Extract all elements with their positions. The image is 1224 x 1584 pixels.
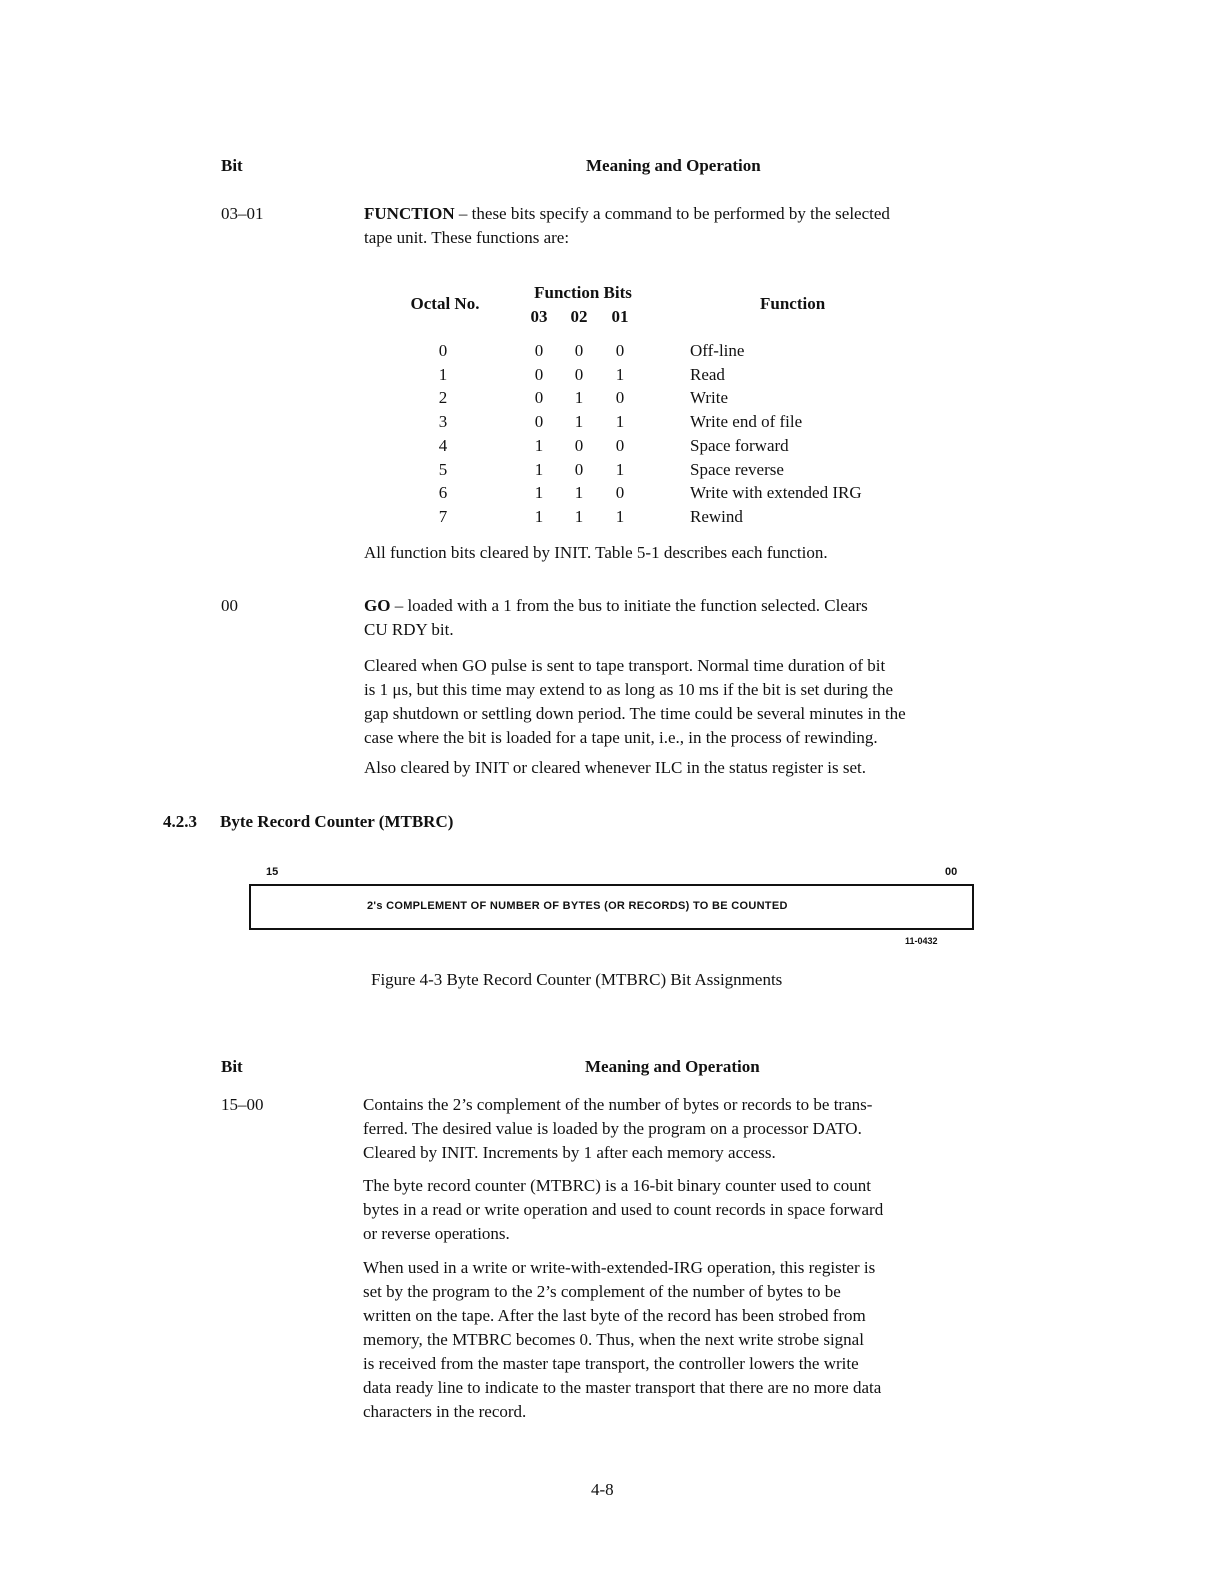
page-number: 4-8 [591, 1480, 614, 1499]
bit-column-header: Bit [221, 156, 243, 175]
bit03-value: 1 [534, 507, 544, 526]
register-bit-15-label: 15 [266, 866, 279, 878]
bit01-value: 1 [615, 507, 625, 526]
function-bit-range: 03–01 [221, 204, 264, 223]
bit03-value: 1 [534, 436, 544, 455]
bit02-header: 02 [570, 307, 588, 326]
go-description-line2: CU RDY bit. [364, 620, 454, 639]
bit01-value: 0 [615, 341, 625, 360]
octal-value: 0 [438, 341, 448, 360]
function-name: Off-line [690, 341, 745, 360]
register-field-label: 2's COMPLEMENT OF NUMBER OF BYTES (OR RECORDS) TO BE COUNTED [367, 900, 788, 912]
function-name: Write end of file [690, 412, 803, 431]
meaning-column-header: Meaning and Operation [586, 156, 761, 175]
function-column-header: Function [760, 294, 826, 313]
bit02-value: 1 [574, 483, 584, 502]
bit01-value: 1 [615, 365, 625, 384]
section-title: Byte Record Counter (MTBRC) [220, 812, 454, 831]
bit02-value: 0 [574, 365, 584, 384]
go-title: GO [364, 596, 391, 615]
octal-value: 7 [438, 507, 448, 526]
bit01-value: 0 [615, 388, 625, 407]
octal-value: 5 [438, 460, 448, 479]
bit03-value: 0 [534, 412, 544, 431]
bit02-value: 0 [574, 460, 584, 479]
go-bit-number: 00 [221, 596, 238, 615]
meaning-column-header-2: Meaning and Operation [585, 1057, 760, 1076]
bit02-value: 0 [574, 436, 584, 455]
function-text: these bits specify a command to be performed by the selected [471, 204, 890, 223]
bit03-value: 0 [534, 388, 544, 407]
bit01-value: 1 [615, 412, 625, 431]
function-name: Read [690, 365, 725, 384]
function-dash: – [454, 204, 472, 223]
mtbrc-bit-range: 15–00 [221, 1095, 264, 1114]
go-dash: – [390, 596, 408, 615]
bit02-value: 1 [574, 412, 584, 431]
bit01-value: 0 [615, 436, 625, 455]
bit01-value: 0 [615, 483, 625, 502]
go-description-line1 [364, 594, 868, 618]
bit03-value: 0 [534, 365, 544, 384]
section-number: 4.2.3 [163, 812, 197, 831]
drawing-number: 11-0432 [905, 936, 938, 946]
bit02-value: 0 [574, 341, 584, 360]
go-text: loaded with a 1 from the bus to initiate the function selected. Clears [407, 596, 868, 615]
octal-value: 3 [438, 412, 448, 431]
bit-column-header-2: Bit [221, 1057, 243, 1076]
function-name: Rewind [690, 507, 743, 526]
function-bits-header: Function Bits [534, 283, 632, 302]
go-paragraph-2: Cleared when GO pulse is sent to tape transport. Normal time duration of bit is 1 μs, but this time may extend to as long as 10 ms if the bit is set during the gap shutdown or settling down period. The time could be several minutes in the case where the bit is loaded for a tape unit, i.e., in the process of rewinding. [364, 656, 906, 747]
function-description-line1 [364, 202, 890, 226]
go-paragraph-3: Also cleared by INIT or cleared whenever ILC in the status register is set. [364, 758, 866, 777]
function-bits-note: All function bits cleared by INIT. Table 5-1 describes each function. [364, 543, 828, 562]
function-name: Space reverse [690, 460, 784, 479]
mtbrc-paragraph-1: Contains the 2’s complement of the number of bytes or records to be trans- ferred. The desired value is loaded by the program on a processor DATO. Cleared by INIT. Increments by 1 after each memory access. [363, 1095, 873, 1162]
octal-value: 2 [438, 388, 448, 407]
function-title: FUNCTION [364, 204, 455, 223]
register-bit-00-label: 00 [945, 866, 958, 878]
bit01-value: 1 [615, 460, 625, 479]
bit02-value: 1 [574, 388, 584, 407]
function-name: Space forward [690, 436, 789, 455]
bit03-value: 1 [534, 483, 544, 502]
octal-value: 1 [438, 365, 448, 384]
function-description-line2: tape unit. These functions are: [364, 228, 570, 247]
mtbrc-paragraph-3: When used in a write or write-with-extended-IRG operation, this register is set by the program to the 2’s complement of the number of bytes to be written on the tape. After the last byte of the record has been strobed from memory, the MTBRC becomes 0. Thus, when the next write strobe signal is received from the master tape transport, the controller lowers the write data ready line to indicate to the master transport that there are no more data characters in the record. [363, 1258, 882, 1421]
figure-caption: Figure 4-3 Byte Record Counter (MTBRC) Bit Assignments [371, 970, 783, 989]
octal-value: 4 [438, 436, 448, 455]
mtbrc-paragraph-2: The byte record counter (MTBRC) is a 16-bit binary counter used to count bytes in a read or write operation and used to count records in space forward or reverse operations. [363, 1176, 884, 1243]
bit03-header: 03 [530, 307, 548, 326]
octal-value: 6 [438, 483, 448, 502]
bit01-header: 01 [611, 307, 629, 326]
bit02-value: 1 [574, 507, 584, 526]
octal-no-header: Octal No. [410, 294, 480, 313]
bit03-value: 1 [534, 460, 544, 479]
bit03-value: 0 [534, 341, 544, 360]
function-name: Write [690, 388, 729, 407]
function-name: Write with extended IRG [690, 483, 862, 502]
